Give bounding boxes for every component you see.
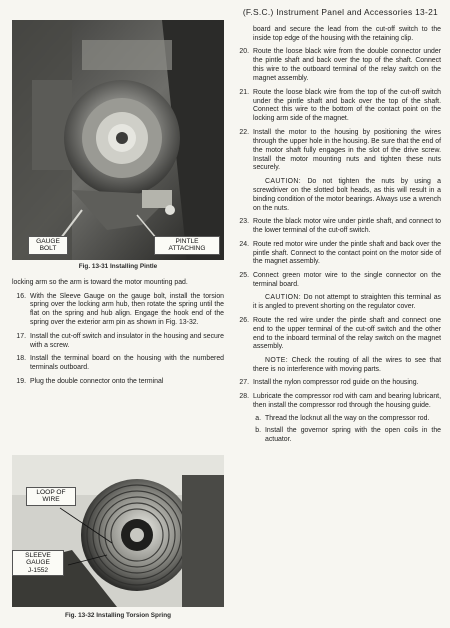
left-column-text [12,279,224,391]
left-continuation: locking arm so the arm is toward the motor mounting pad. [12,279,188,286]
substep-a [253,415,441,424]
step-number: 22. [239,128,249,136]
caution-text: Do not tighten the nuts by using a screwdriver on the slotted bolt heads, as this will result in a binding condition of the motor bearings. Always use a wrench on the nuts. [253,177,441,212]
substep-text: Install the governor spring with the open coils in the actuator. [265,427,441,444]
step-number: 25. [239,271,249,279]
step-number: 17. [16,332,26,340]
step-27 [235,379,441,388]
callout-pintle-label: PINTLE [175,238,199,245]
step-text: Install the motor to the housing by positioning the wires through the upper hole in the housing. Be sure that the end of the motor shaft fully engages in the slot of the drive screw. Install the motor mounting nuts and tighten these nuts securely. [253,128,441,172]
figure-13-32-caption: Fig. 13-32 Installing Torsion Spring [64,612,172,619]
note-routing [253,357,441,375]
pintle-photo [12,20,224,260]
step-28 [235,393,441,411]
callout-gauge-label: GAUGE [36,238,60,245]
caution-label: CAUTION: [265,177,302,185]
sleeve-gauge-callout [12,550,64,576]
pintle-attaching-bolt-callout [154,236,220,255]
substep-letter: a. [255,415,261,423]
callout-attaching-label: ATTACHING [168,245,206,253]
step-text: Route the loose black wire from the top of the cut-off switch under the pintle shaft and back over the top of the shaft. Connect this wire to the bottom of the contact point on the locking arm side of the magnet. [253,88,441,123]
substep-text: Thread the locknut all the way on the compressor rod. [265,415,430,423]
right-column-text [235,26,441,448]
step-text: Install the terminal board on the housing with the numbered terminals outboard. [30,355,224,372]
callout-sleeve-part-number: J-1552 [27,566,49,574]
callout-bolt-label: BOLT [39,245,57,253]
step-23 [235,218,441,236]
step-number: 18. [16,355,26,363]
step-number: 23. [239,218,249,226]
step-number: 21. [239,88,249,96]
step-text: Connect green motor wire to the single connector on the terminal board. [253,271,441,288]
step-19 [12,378,224,387]
caution-label: CAUTION: [265,294,302,302]
substep-letter: b. [255,427,261,435]
callout-sleeve-label: SLEEVE GAUGE [25,552,51,567]
step-text: Route the black motor wire under pintle shaft, and connect to the lower terminal of the cut-off switch. [253,218,441,235]
step-24 [235,241,441,268]
step-text: Route red motor wire under the pintle shaft and back over the pintle shaft. Connect to the contact point on the motor side of the magnet assembly. [253,240,441,266]
caution-text: Do not attempt to straighten this terminal as it is angled to prevent shorting on the regulator cover. [253,294,441,311]
step-number: 28. [239,392,249,400]
loop-of-wire-callout [26,487,76,506]
step-22 [235,129,441,174]
gauge-bolt-callout [28,236,68,255]
caution-motor-nuts [253,178,441,214]
step-number: 26. [239,316,249,324]
figure-installing-torsion-spring [12,455,224,607]
step-16 [12,293,224,329]
step-text: Lubricate the compressor rod with cam and bearing lubricant, then install the compressor rod through the housing guide. [253,392,441,409]
step-text: With the Sleeve Gauge on the gauge bolt, install the torsion spring over the locking arm hub, then rotate the spring until the flat on the spring and hub align. Engage the hook end of the spring over the exterior arm pin as shown in Fig. 13-32. [30,292,224,327]
right-continuation: board and secure the lead from the cut-off switch to the inside top edge of the housing with the retaining clip. [253,26,441,42]
step-number: 20. [239,48,249,56]
substep-b [253,427,441,445]
step-text: Route the red wire under the pintle shaft and connect one end to the upper terminal of the cut-off switch and the other end to the inboard terminal of the relay switch on the magnet assembly. [253,316,441,351]
callout-loop-label: LOOP OF WIRE [36,489,66,504]
step-25 [235,272,441,290]
step-18 [12,355,224,373]
step-21 [235,89,441,125]
note-text: Check the routing of all the wires to see that there is no interference with moving parts. [253,356,442,373]
step-text: Plug the double connector onto the terminal [30,377,164,385]
caution-terminal [253,294,441,312]
page-header: (F.S.C.) Instrument Panel and Accessories 13-21 [242,7,438,17]
step-number: 16. [16,292,26,300]
step-number: 27. [239,379,249,387]
step-number: 24. [239,240,249,248]
step-text: Route the loose black wire from the double connector under the pintle shaft and back over the top of the shaft. Connect this wire to the outboard terminal of the relay switch on the magnet assembly. [253,48,441,83]
step-number: 19. [16,377,26,385]
torsion-spring-photo [12,455,224,607]
figure-13-31-caption: Fig. 13-31 Installing Pintle [78,263,158,270]
figure-installing-pintle [12,20,224,260]
step-text: Install the cut-off switch and insulator in the housing and secure with a screw. [30,332,224,349]
note-label: NOTE: [265,356,289,364]
step-17 [12,333,224,351]
step-20 [235,48,441,84]
step-26 [235,317,441,353]
step-text: Install the nylon compressor rod guide on the housing. [253,379,419,387]
